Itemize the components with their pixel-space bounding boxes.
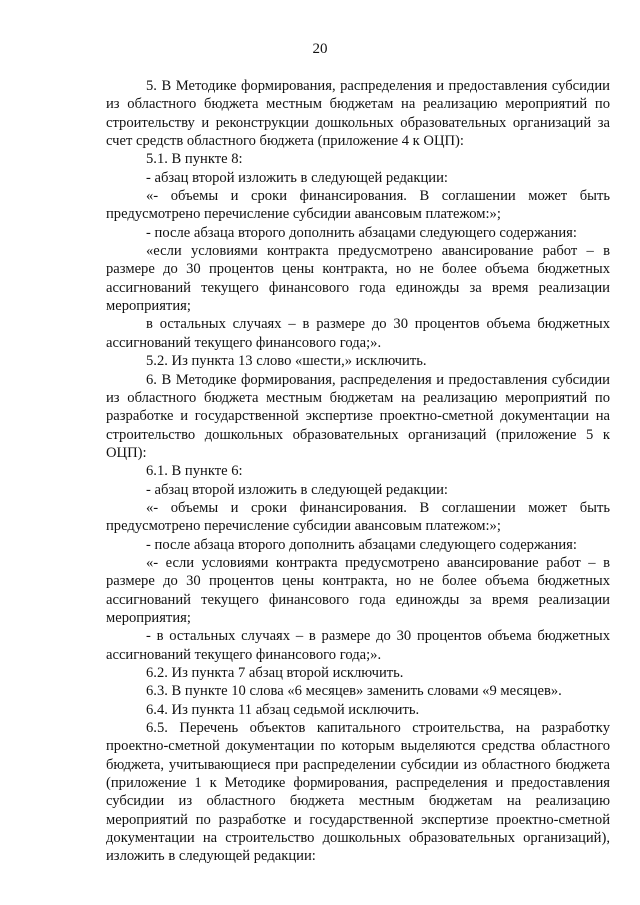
paragraph-6-4: 6.4. Из пункта 11 абзац седьмой исключить. <box>146 701 420 718</box>
paragraph-6-3: 6.3. В пункте 10 слова «6 месяцев» заменить словами «9 месяцев». <box>146 683 562 700</box>
paragraph-6-1-quote-1: «- объемы и сроки финансирования. В соглашении может быть предусмотрено перечисление субсидии авансовым платежом:»; <box>106 499 610 535</box>
paragraph-6-1: 6.1. В пункте 6: <box>146 463 243 480</box>
paragraph-6: 6. В Методике формирования, распределения и предоставления субсидии из областного бюджета местным бюджетам на реализацию мероприятий по разработке и государственной экспертизе проектно-сметной документации на строительство дошкольных образовательных организаций (приложение 5 к ОЦП): <box>106 371 610 461</box>
paragraph-5-1-quote-1: «- объемы и сроки финансирования. В соглашении может быть предусмотрено перечисление субсидии авансовым платежом:»; <box>106 188 610 223</box>
paragraph-6-1-quote-3: - в остальных случаях – в размере до 30 процентов объема бюджетных ассигнований текущего финансового года;». <box>106 628 610 663</box>
paragraph-5-1: 5.1. В пункте 8: <box>146 151 243 168</box>
paragraph-5-1-quote-3: в остальных случаях – в размере до 30 процентов объема бюджетных ассигнований текущего финансового года;». <box>106 316 610 351</box>
paragraph-6-5: 6.5. Перечень объектов капитального строительства, на разработку проектно-сметной документации по которым выделяются средства областного бюджета, учитывающиеся при распределении субсидии из областного бюджета (приложение 1 к Методике формирования, распределения и предоставления субсидии из областного бюджета местным бюджетам на реализацию мероприятий по разработке и государственной экспертизе проектно-сметной документации на строительство дошкольных образовательных организаций), изложить в следующей редакции: <box>106 720 610 865</box>
document-body <box>106 77 610 866</box>
page-number: 20 <box>312 41 328 57</box>
paragraph-6-2: 6.2. Из пункта 7 абзац второй исключить. <box>146 665 404 681</box>
paragraph-5-1-quote-2: «если условиями контракта предусмотрено авансирование работ – в размере до 30 процентов цены контракта, но не более объема бюджетных ассигнований текущего финансового года единожды за время реализации мероприятия; <box>106 243 610 315</box>
paragraph-5-2: 5.2. Из пункта 13 слово «шести,» исключить. <box>146 353 427 370</box>
paragraph-5: 5. В Методике формирования, распределения и предоставления субсидии из областного бюджета местным бюджетам на реализацию мероприятий по строительству и реконструкции дошкольных образовательных организаций за счет средств областного бюджета (приложение 4 к ОЦП): <box>106 78 610 150</box>
paragraph-5-1-item-1: - абзац второй изложить в следующей редакции: <box>146 169 448 186</box>
paragraph-6-1-item-2: - после абзаца второго дополнить абзацами следующего содержания: <box>146 536 577 553</box>
paragraph-5-1-item-2: - после абзаца второго дополнить абзацами следующего содержания: <box>146 224 577 241</box>
paragraph-6-1-item-1: - абзац второй изложить в следующей редакции: <box>146 481 448 498</box>
paragraph-6-1-quote-2: «- если условиями контракта предусмотрено авансирование работ – в размере до 30 процентов цены контракта, но не более объема бюджетных ассигнований текущего финансового года единожды за время реализации мероприятия; <box>106 554 610 626</box>
